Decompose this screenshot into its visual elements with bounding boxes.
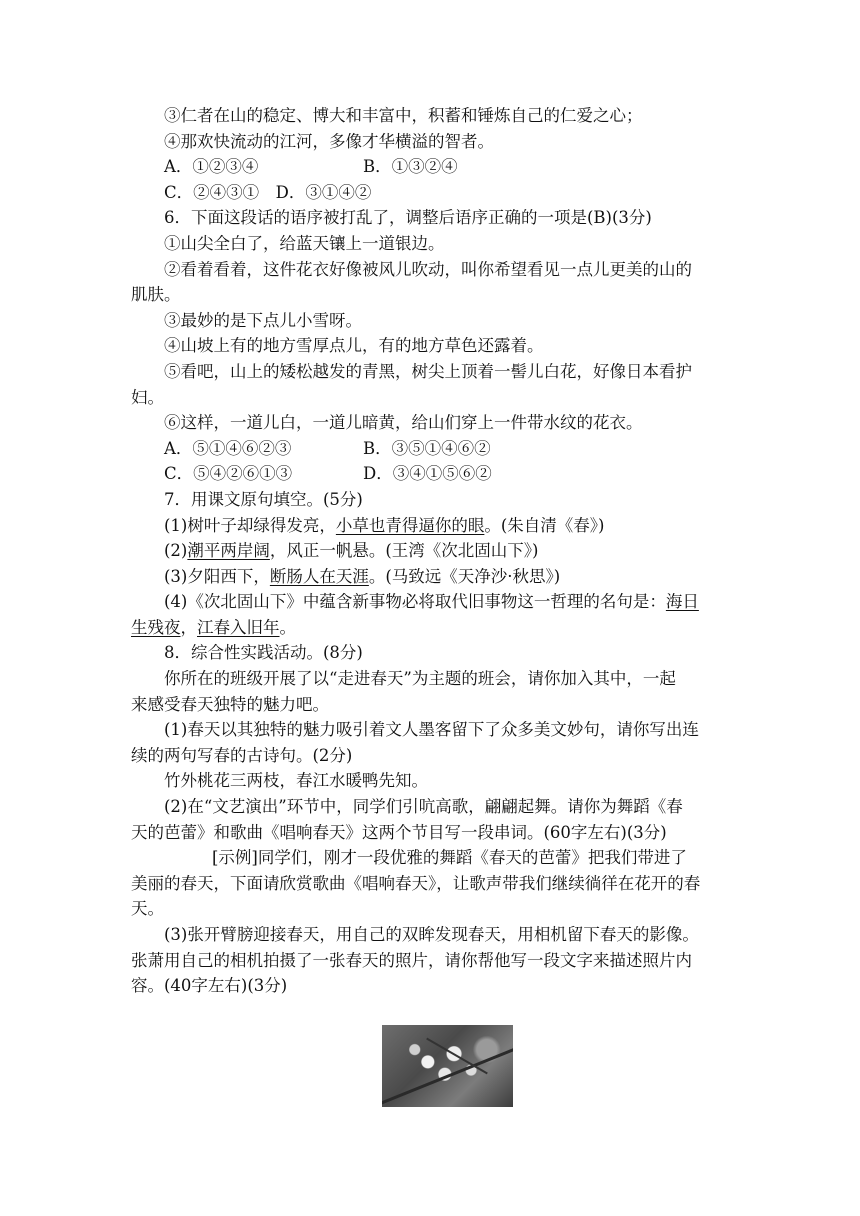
q6-sentence-6: ⑥这样，一道儿白，一道儿暗黄，给山们穿上一件带水纹的花衣。	[164, 413, 643, 433]
question-7-title: 7．用课文原句填空。(5分)	[164, 489, 363, 509]
q6-option-c: C．⑤④②⑥①③	[164, 464, 293, 484]
q5-option-a: A．①②③④	[164, 157, 259, 177]
q7-4-period: 。	[279, 617, 296, 637]
q7-4-answer-part2: 生残夜	[131, 617, 181, 637]
q7-item-4a	[131, 589, 731, 615]
spring-blossom-photo	[382, 1025, 513, 1107]
q5-options-cd: C．②④③① D．③①④②	[164, 182, 372, 202]
q6-option-d: D．③④①⑤⑥②	[363, 464, 492, 484]
q6-option-b: B．③⑤①④⑥②	[363, 438, 491, 458]
q6-sentence-2b: 肌肤。	[131, 285, 181, 305]
document-page	[131, 103, 731, 999]
q8-2-prompt-a: (2)在“文艺演出”环节中，同学们引吭高歌，翩翩起舞。请你为舞蹈《春	[164, 797, 683, 817]
q6-option-a: A．⑤①④⑥②③	[164, 438, 292, 458]
q7-3-source: 。(马致远《天净沙·秋思》)	[368, 566, 561, 586]
q7-item-4b	[131, 615, 731, 641]
q8-1-answer: 竹外桃花三两枝，春江水暖鸭先知。	[164, 771, 428, 791]
question-6-title: 6．下面这段话的语序被打乱了，调整后语序正确的一项是(B)(3分)	[164, 208, 652, 228]
q6-sentence-2a: ②看着看着，这件花衣好像被风儿吹动，叫你希望看见一点儿更美的山的	[164, 259, 692, 279]
q7-4-prompt: (4)《次北固山下》中蕴含新事物必将取代旧事物这一哲理的名句是：	[164, 592, 666, 612]
q6-sentence-4: ④山坡上有的地方雪厚点儿，有的地方草色还露着。	[164, 336, 544, 356]
q7-item-3	[131, 564, 731, 590]
q8-2-answer-a: [示例]同学们，刚才一段优雅的舞蹈《春天的芭蕾》把我们带进了	[212, 848, 687, 868]
q6-options-ab	[131, 436, 731, 462]
q8-3-prompt-a: (3)张开臂膀迎接春天，用自己的双眸发现春天，用相机留下春天的影像。	[164, 925, 699, 944]
q6-options-cd	[131, 461, 731, 487]
photo-branch	[382, 1043, 513, 1106]
q5-option-b: B．①③②④	[363, 157, 458, 177]
q8-2-answer-c: 天。	[131, 899, 164, 919]
line-q5-statement-4: ④那欢快流动的江河，多像才华横溢的智者。	[164, 131, 494, 151]
q7-4-comma: ，	[180, 617, 197, 637]
q7-4-answer-part3: 江春入旧年	[197, 617, 280, 637]
photo-twig	[426, 1038, 488, 1075]
q8-1-prompt-a: (1)春天以其独特的魅力吸引着文人墨客留下了众多美文妙句，请你写出连	[164, 720, 699, 740]
q8-1-prompt-b: 续的两句写春的古诗句。(2分)	[131, 745, 353, 765]
q6-sentence-5b: 妇。	[131, 387, 164, 407]
q7-item-1	[131, 513, 731, 539]
q8-intro-b: 来感受春天独特的魅力吧。	[131, 694, 329, 714]
q6-sentence-5a: ⑤看吧，山上的矮松越发的青黑，树尖上顶着一髻儿白花，好像日本看护	[164, 361, 692, 381]
q7-1-prompt: (1)树叶子却绿得发亮，	[164, 515, 336, 535]
q7-3-prompt: (3)夕阳西下，	[164, 566, 270, 586]
q7-2-answer: 潮平两岸阔	[187, 541, 270, 561]
q8-intro-a: 你所在的班级开展了以“走进春天”为主题的班会，请你加入其中，一起	[164, 669, 676, 689]
q7-2-label: (2)	[164, 541, 188, 561]
q8-3-prompt-b: 张萧用自己的相机拍摄了一张春天的照片，请你帮他写一段文字来描述照片内	[131, 950, 692, 970]
q7-2-source: ，风正一帆悬。(王湾《次北固山下》)	[269, 541, 539, 561]
q5-options-ab	[131, 154, 731, 180]
q6-sentence-3: ③最妙的是下点儿小雪呀。	[164, 310, 362, 330]
question-8-title: 8．综合性实践活动。(8分)	[164, 643, 363, 663]
q8-2-answer-b: 美丽的春天，下面请欣赏歌曲《唱响春天》，让歌声带我们继续徜徉在花开的春	[131, 873, 701, 893]
line-q5-statement-3: ③仁者在山的稳定、博大和丰富中，积蓄和锤炼自己的仁爱之心；	[164, 106, 643, 125]
q7-item-2	[131, 538, 731, 564]
q8-3-prompt-c: 容。(40字左右)(3分)	[131, 976, 288, 996]
q8-2-prompt-b: 天的芭蕾》和歌曲《唱响春天》这两个节目写一段串词。(60字左右)(3分)	[131, 822, 667, 842]
q7-4-answer-part1: 海日	[665, 592, 699, 612]
q7-1-answer: 小草也青得逼你的眼	[335, 515, 485, 535]
q7-3-answer: 断肠人在天涯	[269, 566, 369, 586]
q6-sentence-1: ①山尖全白了，给蓝天镶上一道银边。	[164, 233, 445, 253]
q7-1-source: 。(朱自清《春》)	[484, 515, 605, 535]
